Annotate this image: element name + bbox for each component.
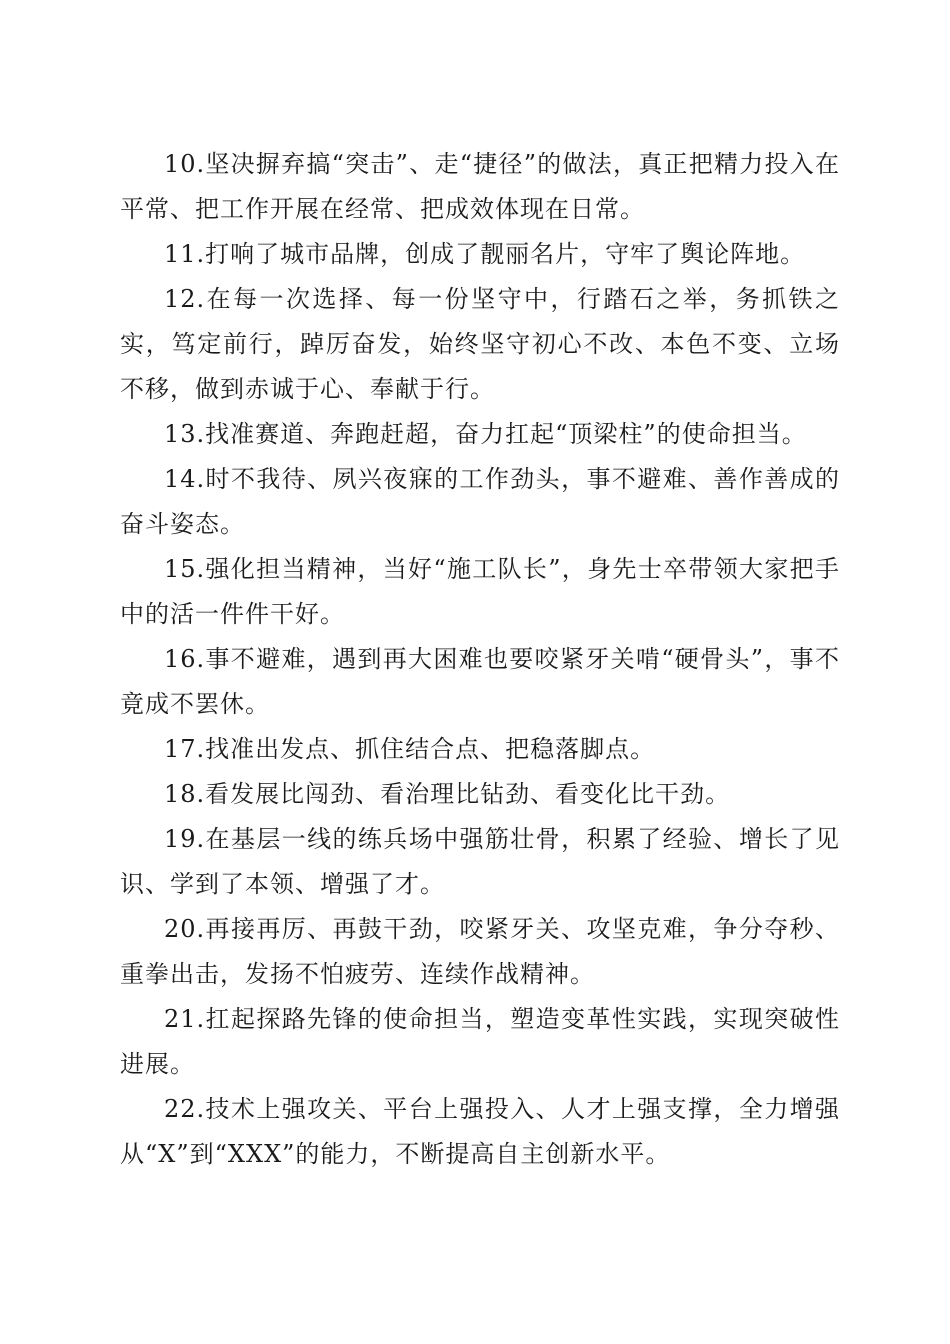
paragraph-13: 13.找准赛道、奔跑赶超，奋力扛起“顶梁柱”的使命担当。 <box>164 420 807 448</box>
paragraph-16: 16.事不避难，遇到再大困难也要咬紧牙关啃“硬骨头”，事不竟成不罢休。 <box>120 645 840 718</box>
paragraph-11: 11.打响了城市品牌，创成了靓丽名片，守牢了舆论阵地。 <box>164 240 806 268</box>
paragraph-19: 19.在基层一线的练兵场中强筋壮骨，积累了经验、增长了见识、学到了本领、增强了才。 <box>120 825 840 898</box>
document-body <box>120 142 840 1177</box>
paragraph-22: 22.技术上强攻关、平台上强投入、人才上强支撑，全力增强从“X”到“XXX”的能力，不断提高自主创新水平。 <box>120 1095 840 1168</box>
paragraph-18: 18.看发展比闯劲、看治理比钻劲、看变化比干劲。 <box>164 780 731 808</box>
paragraph-12: 12.在每一次选择、每一份坚守中，行踏石之举，务抓铁之实，笃定前行，踔厉奋发，始终坚守初心不改、本色不变、立场不移，做到赤诚于心、奉献于行。 <box>120 285 840 403</box>
paragraph-15: 15.强化担当精神，当好“施工队长”，身先士卒带领大家把手中的活一件件干好。 <box>120 555 840 628</box>
paragraph-21: 21.扛起探路先锋的使命担当，塑造变革性实践，实现突破性进展。 <box>120 1005 840 1078</box>
paragraph-17: 17.找准出发点、抓住结合点、把稳落脚点。 <box>164 735 656 763</box>
paragraph-20: 20.再接再厉、再鼓干劲，咬紧牙关、攻坚克难，争分夺秒、重拳出击，发扬不怕疲劳、连续作战精神。 <box>120 915 840 988</box>
paragraph-10: 10.坚决摒弃搞“突击”、走“捷径”的做法，真正把精力投入在平常、把工作开展在经常、把成效体现在日常。 <box>120 150 840 223</box>
paragraph-14: 14.时不我待、夙兴夜寐的工作劲头，事不避难、善作善成的奋斗姿态。 <box>120 465 840 538</box>
